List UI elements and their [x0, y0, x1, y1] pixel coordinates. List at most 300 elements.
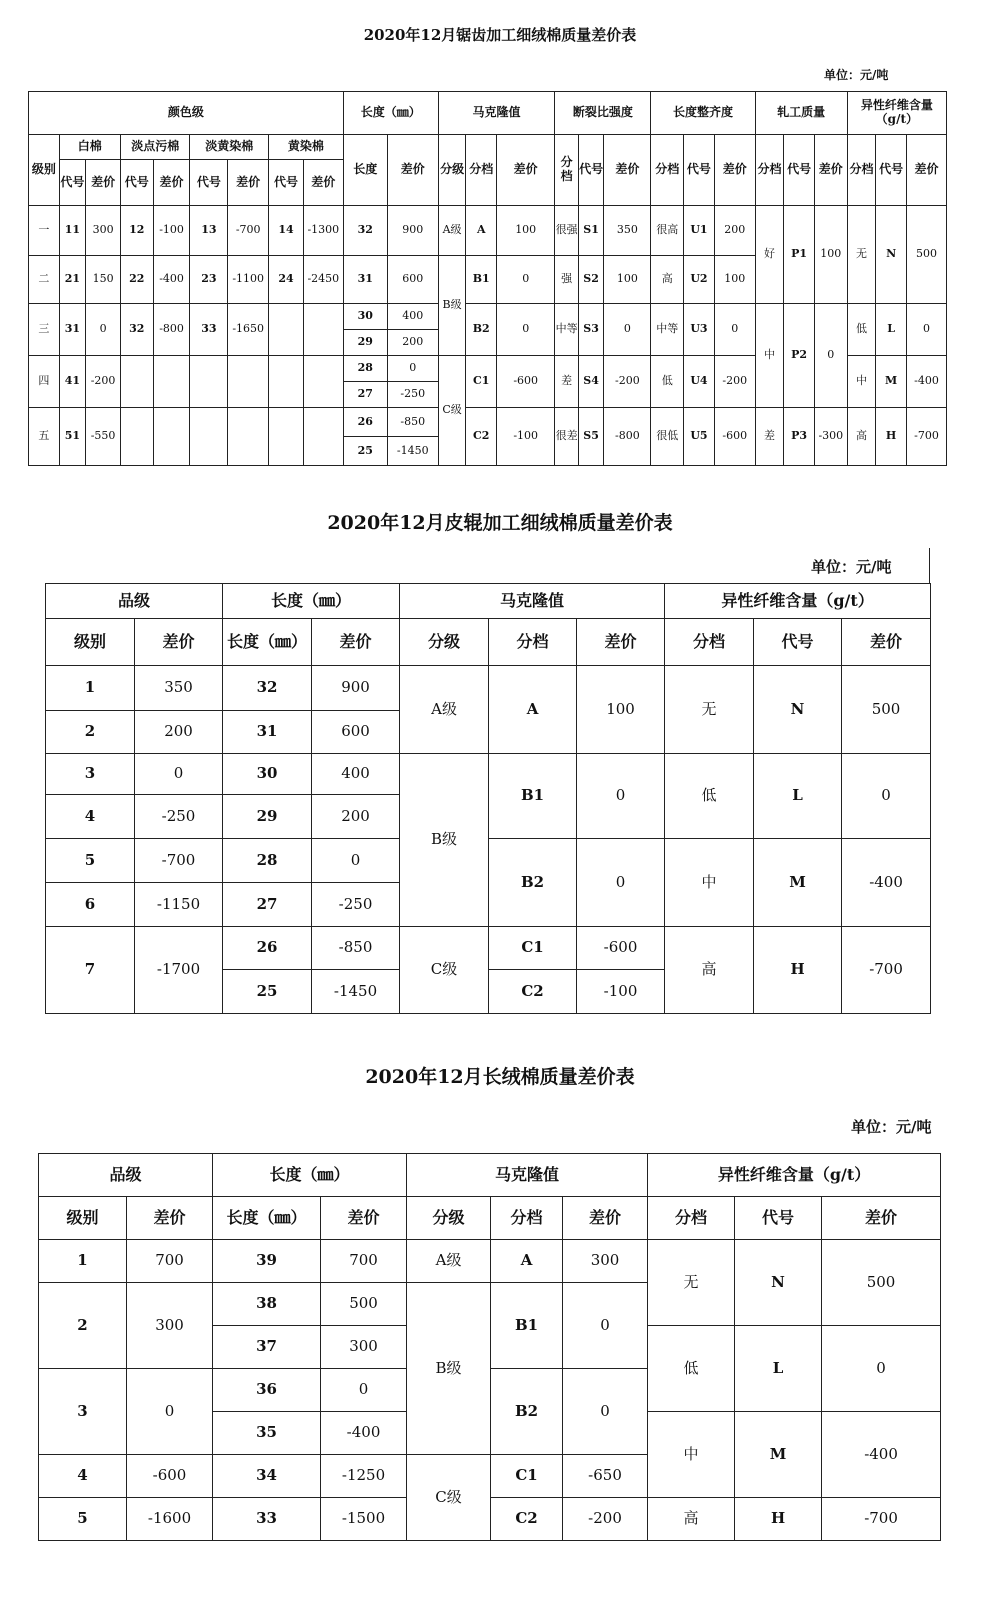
t2-for-code: H	[754, 927, 842, 1014]
t2-grade-diff: -1700	[135, 927, 223, 1014]
t3-len-value: 36	[213, 1369, 321, 1412]
t2-h-mic-gear: 分档	[489, 619, 577, 666]
t1-h-uniform: 长度整齐度	[651, 92, 755, 135]
t1-h-gin-code: 代号	[784, 135, 815, 206]
t3-grade-diff: 700	[127, 1240, 213, 1283]
t1-h-white-code: 代号	[59, 160, 86, 206]
t1-mic-class: A级	[438, 206, 466, 256]
t1-yellow-code: 14	[269, 206, 304, 256]
t1-grade-cell: 五	[29, 408, 60, 466]
t1-white-diff: 150	[86, 256, 121, 304]
t2-h-mic-diff: 差价	[577, 619, 665, 666]
t2-h-grade-diff: 差价	[135, 619, 223, 666]
t3-unit: 单位：元/吨	[851, 1118, 932, 1136]
t3-for-diff: 0	[822, 1326, 941, 1412]
t1-spotted-code	[120, 408, 153, 466]
t3-h-grade: 品级	[39, 1154, 213, 1197]
t1-h-foreign: 异性纤维含量（g/t）	[847, 92, 946, 135]
t1-h-yellow: 黄染棉	[269, 135, 344, 160]
t1-len-diff: -1450	[387, 437, 438, 466]
t1-grade-cell: 一	[29, 206, 60, 256]
t1-gin-code: P3	[784, 408, 815, 466]
t1-grade-cell: 二	[29, 256, 60, 304]
t1-spotted-code: 22	[120, 256, 153, 304]
t1-white-code: 21	[59, 256, 86, 304]
t2-title: 2020年12月皮辊加工细绒棉质量差价表	[327, 512, 673, 534]
t3-for-code: M	[735, 1412, 822, 1498]
t1-uni-diff: 100	[714, 256, 755, 304]
t2-grade-diff: 200	[135, 711, 223, 754]
t1-uni-diff: 0	[714, 304, 755, 356]
t1-mic-diff: 100	[497, 206, 555, 256]
t2-len-value: 30	[223, 754, 312, 795]
t1-grade-cell: 三	[29, 304, 60, 356]
t2-grade-level: 7	[46, 927, 135, 1014]
t3-for-gear: 低	[648, 1326, 735, 1412]
t2-len-value: 26	[223, 927, 312, 970]
t3-mic-class: C级	[407, 1455, 491, 1541]
t3-mic-gear: A	[491, 1240, 563, 1283]
t2-for-gear: 无	[665, 666, 754, 754]
t2-h-length: 长度（㎜）	[223, 584, 400, 619]
t2-mic-gear: C1	[489, 927, 577, 970]
t1-str-code: S3	[578, 304, 604, 356]
t1-h-mic-gear: 分档	[466, 135, 497, 206]
t2-len-value: 27	[223, 883, 312, 927]
t2-mic-diff: 100	[577, 666, 665, 754]
t1-gin-code: P1	[784, 206, 815, 304]
t1-spotted-diff: -400	[153, 256, 190, 304]
t1-white-diff: 0	[86, 304, 121, 356]
t1-h-yellow-code: 代号	[269, 160, 304, 206]
t1-for-gear: 无	[847, 206, 876, 304]
t2-grade-diff: -700	[135, 839, 223, 883]
t2-len-diff: 400	[312, 754, 400, 795]
t3-len-diff: 500	[321, 1283, 407, 1326]
t2-for-code: L	[754, 754, 842, 839]
t1-gin-diff: 100	[814, 206, 847, 304]
t1-h-spotted-code: 代号	[120, 160, 153, 206]
t3-mic-class: A级	[407, 1240, 491, 1283]
t2-len-diff: -850	[312, 927, 400, 970]
t1-ltyellow-diff: -700	[228, 206, 269, 256]
t1-str-diff: -800	[604, 408, 651, 466]
t1-str-gear: 中等	[555, 304, 579, 356]
t1-h-spotted: 淡点污棉	[120, 135, 189, 160]
t1-uni-diff: -200	[714, 356, 755, 408]
t3-grade-diff: -600	[127, 1455, 213, 1498]
t1-str-code: S5	[578, 408, 604, 466]
t1-mic-diff: -100	[497, 408, 555, 466]
t1-h-uni-code: 代号	[684, 135, 715, 206]
t2-h-grade: 品级	[46, 584, 223, 619]
t1-yellow-code	[269, 408, 304, 466]
t1-h-len: 长度	[343, 135, 387, 206]
t1-yellow-code	[269, 304, 304, 356]
t1-spotted-diff	[153, 356, 190, 408]
t1-ltyellow-diff	[228, 408, 269, 466]
t2-unit: 单位：元/吨	[811, 558, 892, 576]
t1-gin-diff: -300	[814, 408, 847, 466]
t1-grade-cell: 四	[29, 356, 60, 408]
t2-mic-diff: -600	[577, 927, 665, 970]
t2-grade-level: 3	[46, 754, 135, 795]
t2-len-diff: -250	[312, 883, 400, 927]
t3-h-mic-diff: 差价	[563, 1197, 648, 1240]
t1-len-value: 31	[343, 256, 387, 304]
t1-h-white-diff: 差价	[86, 160, 121, 206]
t3-h-level: 级别	[39, 1197, 127, 1240]
t2-table	[45, 583, 931, 1014]
t1-len-value: 26	[343, 408, 387, 437]
t3-grade-level: 2	[39, 1283, 127, 1369]
t2-grade-diff: 0	[135, 754, 223, 795]
t3-h-mic-class: 分级	[407, 1197, 491, 1240]
t2-for-gear: 高	[665, 927, 754, 1014]
t1-uni-code: U2	[684, 256, 715, 304]
t3-len-diff: -1500	[321, 1498, 407, 1541]
t2-mic-class: B级	[400, 754, 489, 927]
t1-h-gin-gear: 分档	[755, 135, 784, 206]
t3-mic-diff: 0	[563, 1283, 648, 1369]
t1-uni-gear: 很高	[651, 206, 684, 256]
t1-str-diff: 0	[604, 304, 651, 356]
t1-h-for-gear: 分档	[847, 135, 876, 206]
t3-len-diff: 300	[321, 1326, 407, 1369]
t3-for-gear: 中	[648, 1412, 735, 1498]
t2-len-diff: 600	[312, 711, 400, 754]
t3-mic-gear: C2	[491, 1498, 563, 1541]
t1-for-gear: 低	[847, 304, 876, 356]
t2-h-mic-class: 分级	[400, 619, 489, 666]
t3-grade-level: 4	[39, 1455, 127, 1498]
t2-grade-level: 4	[46, 795, 135, 839]
t2-for-code: M	[754, 839, 842, 927]
t1-len-diff: 0	[387, 356, 438, 382]
t3-for-gear: 无	[648, 1240, 735, 1326]
t1-ltyellow-code: 13	[190, 206, 228, 256]
t2-len-value: 25	[223, 970, 312, 1014]
t2-len-value: 29	[223, 795, 312, 839]
t1-unit: 单位：元/吨	[824, 68, 889, 82]
t1-h-for-code: 代号	[876, 135, 907, 206]
t1-str-diff: 100	[604, 256, 651, 304]
t1-for-code: H	[876, 408, 907, 466]
t3-h-len: 长度（㎜）	[213, 1197, 321, 1240]
t1-gin-diff: 0	[814, 304, 847, 408]
t1-uni-code: U1	[684, 206, 715, 256]
t2-grade-level: 6	[46, 883, 135, 927]
t2-for-diff: -700	[842, 927, 931, 1014]
t1-yellow-code	[269, 356, 304, 408]
t2-for-gear: 中	[665, 839, 754, 927]
t2-h-for-code: 代号	[754, 619, 842, 666]
t1-len-diff: 400	[387, 304, 438, 330]
t1-str-gear: 很强	[555, 206, 579, 256]
t2-for-diff: 0	[842, 754, 931, 839]
t1-str-diff: -200	[604, 356, 651, 408]
t1-h-str-code: 代号	[578, 135, 604, 206]
t1-white-code: 31	[59, 304, 86, 356]
t3-for-code: L	[735, 1326, 822, 1412]
t1-len-diff: -250	[387, 382, 438, 408]
t1-yellow-diff: -1300	[303, 206, 343, 256]
t3-len-value: 38	[213, 1283, 321, 1326]
t1-str-diff: 350	[604, 206, 651, 256]
t3-table	[38, 1153, 941, 1541]
t1-gin-gear: 中	[755, 304, 784, 408]
t1-yellow-diff	[303, 356, 343, 408]
t1-table	[28, 91, 947, 466]
t3-h-len-diff: 差价	[321, 1197, 407, 1240]
t1-white-diff: -550	[86, 408, 121, 466]
t1-ltyellow-diff: -1100	[228, 256, 269, 304]
t1-len-diff: 200	[387, 330, 438, 356]
t3-len-value: 33	[213, 1498, 321, 1541]
t1-spotted-code: 32	[120, 304, 153, 356]
t1-str-gear: 强	[555, 256, 579, 304]
t2-len-diff: 0	[312, 839, 400, 883]
t2-len-value: 32	[223, 666, 312, 711]
t3-h-foreign: 异性纤维含量（g/t）	[648, 1154, 941, 1197]
t3-mic-diff: 0	[563, 1369, 648, 1455]
t1-ltyellow-code: 33	[190, 304, 228, 356]
t2-mic-gear: A	[489, 666, 577, 754]
t1-h-ginning: 轧工质量	[755, 92, 847, 135]
t1-for-gear: 中	[847, 356, 876, 408]
t1-len-value: 28	[343, 356, 387, 382]
t1-h-mic-class: 分级	[438, 135, 466, 206]
t1-spotted-code: 12	[120, 206, 153, 256]
t1-mic-gear: C2	[466, 408, 497, 466]
t3-for-code: N	[735, 1240, 822, 1326]
t3-len-value: 35	[213, 1412, 321, 1455]
t2-mic-gear: B2	[489, 839, 577, 927]
t3-mic-gear: B1	[491, 1283, 563, 1369]
t1-str-gear: 很差	[555, 408, 579, 466]
t1-h-color: 颜色级	[29, 92, 344, 135]
t3-grade-level: 1	[39, 1240, 127, 1283]
t1-mic-class: B级	[438, 256, 466, 356]
t1-for-diff: -700	[906, 408, 946, 466]
t1-uni-diff: -600	[714, 408, 755, 466]
t1-mic-diff: 0	[497, 304, 555, 356]
t2-h-for-diff: 差价	[842, 619, 931, 666]
t3-h-length: 长度（㎜）	[213, 1154, 407, 1197]
t3-len-value: 34	[213, 1455, 321, 1498]
t1-uni-gear: 低	[651, 356, 684, 408]
t2-grade-level: 2	[46, 711, 135, 754]
t3-h-for-code: 代号	[735, 1197, 822, 1240]
t2-mic-class: A级	[400, 666, 489, 754]
t3-grade-level: 3	[39, 1369, 127, 1455]
t3-title: 2020年12月长绒棉质量差价表	[365, 1066, 635, 1088]
t3-h-for-diff: 差价	[822, 1197, 941, 1240]
t1-yellow-code: 24	[269, 256, 304, 304]
t3-len-diff: -1250	[321, 1455, 407, 1498]
t2-len-diff: 900	[312, 666, 400, 711]
t1-uni-gear: 中等	[651, 304, 684, 356]
t2-h-len: 长度（㎜）	[223, 619, 312, 666]
t1-len-diff: 900	[387, 206, 438, 256]
t1-h-len-diff: 差价	[387, 135, 438, 206]
t2-mic-gear: C2	[489, 970, 577, 1014]
t1-gin-gear: 差	[755, 408, 784, 466]
t1-h-uni-diff: 差价	[714, 135, 755, 206]
t3-grade-diff: 0	[127, 1369, 213, 1455]
t1-mic-gear: A	[466, 206, 497, 256]
t1-for-diff: -400	[906, 356, 946, 408]
t1-gin-gear: 好	[755, 206, 784, 304]
t1-mic-class: C级	[438, 356, 466, 466]
t3-for-code: H	[735, 1498, 822, 1541]
t2-grade-diff: 350	[135, 666, 223, 711]
t1-white-code: 11	[59, 206, 86, 256]
t1-for-code: M	[876, 356, 907, 408]
t2-mic-class: C级	[400, 927, 489, 1014]
t2-h-foreign: 异性纤维含量（g/t）	[665, 584, 931, 619]
t2-h-len-diff: 差价	[312, 619, 400, 666]
t3-len-value: 39	[213, 1240, 321, 1283]
t2-h-mic: 马克隆值	[400, 584, 665, 619]
t1-ltyellow-diff: -1650	[228, 304, 269, 356]
t2-len-diff: -1450	[312, 970, 400, 1014]
t1-white-code: 51	[59, 408, 86, 466]
t1-h-ltyellow-diff: 差价	[228, 160, 269, 206]
t1-spotted-diff: -100	[153, 206, 190, 256]
t3-len-value: 37	[213, 1326, 321, 1369]
t2-grade-diff: -1150	[135, 883, 223, 927]
t1-str-code: S4	[578, 356, 604, 408]
t1-h-length: 长度（㎜）	[343, 92, 438, 135]
t1-uni-gear: 高	[651, 256, 684, 304]
t3-h-mic: 马克隆值	[407, 1154, 648, 1197]
t1-str-gear: 差	[555, 356, 579, 408]
t2-len-value: 28	[223, 839, 312, 883]
t2-grade-level: 1	[46, 666, 135, 711]
t1-h-strength: 断裂比强度	[555, 92, 651, 135]
t1-mic-diff: -600	[497, 356, 555, 408]
t2-h-level: 级别	[46, 619, 135, 666]
t2-mic-diff: 0	[577, 839, 665, 927]
t1-h-yellow-diff: 差价	[303, 160, 343, 206]
t1-len-value: 30	[343, 304, 387, 330]
t2-for-diff: 500	[842, 666, 931, 754]
t1-for-diff: 0	[906, 304, 946, 356]
t3-mic-gear: B2	[491, 1369, 563, 1455]
t1-len-value: 32	[343, 206, 387, 256]
t1-gin-code: P2	[784, 304, 815, 408]
t1-str-code: S2	[578, 256, 604, 304]
t2-for-diff: -400	[842, 839, 931, 927]
t1-mic-gear: B2	[466, 304, 497, 356]
t1-title: 2020年12月锯齿加工细绒棉质量差价表	[363, 26, 637, 44]
t1-h-ltyellow: 淡黄染棉	[190, 135, 269, 160]
t2-len-diff: 200	[312, 795, 400, 839]
t1-yellow-diff: -2450	[303, 256, 343, 304]
t1-for-diff: 500	[906, 206, 946, 304]
t3-mic-gear: C1	[491, 1455, 563, 1498]
t1-yellow-diff	[303, 304, 343, 356]
t2-for-gear: 低	[665, 754, 754, 839]
t1-uni-gear: 很低	[651, 408, 684, 466]
t3-mic-diff: -650	[563, 1455, 648, 1498]
t3-for-diff: -400	[822, 1412, 941, 1498]
t1-h-uni-gear: 分档	[651, 135, 684, 206]
t3-grade-level: 5	[39, 1498, 127, 1541]
t1-for-code: N	[876, 206, 907, 304]
t1-len-diff: -850	[387, 408, 438, 437]
t1-h-ltyellow-code: 代号	[190, 160, 228, 206]
t1-len-value: 27	[343, 382, 387, 408]
t1-yellow-diff	[303, 408, 343, 466]
t1-uni-code: U4	[684, 356, 715, 408]
t1-uni-code: U5	[684, 408, 715, 466]
t2-mic-diff: 0	[577, 754, 665, 839]
t1-h-mic: 马克隆值	[438, 92, 555, 135]
t2-for-code: N	[754, 666, 842, 754]
t1-len-diff: 600	[387, 256, 438, 304]
t3-mic-diff: 300	[563, 1240, 648, 1283]
t1-h-mic-diff: 差价	[497, 135, 555, 206]
t3-grade-diff: 300	[127, 1283, 213, 1369]
t1-spotted-diff	[153, 408, 190, 466]
t1-mic-diff: 0	[497, 256, 555, 304]
t3-grade-diff: -1600	[127, 1498, 213, 1541]
t3-for-diff: 500	[822, 1240, 941, 1326]
t1-uni-diff: 200	[714, 206, 755, 256]
t2-h-for-gear: 分档	[665, 619, 754, 666]
t1-h-str-gear: 分档	[555, 135, 579, 206]
t3-mic-diff: -200	[563, 1498, 648, 1541]
t2-len-value: 31	[223, 711, 312, 754]
t1-ltyellow-code: 23	[190, 256, 228, 304]
t3-for-diff: -700	[822, 1498, 941, 1541]
t1-len-value: 29	[343, 330, 387, 356]
t3-h-for-gear: 分档	[648, 1197, 735, 1240]
t2-mic-gear: B1	[489, 754, 577, 839]
t3-len-diff: 0	[321, 1369, 407, 1412]
t1-str-code: S1	[578, 206, 604, 256]
t2-grade-level: 5	[46, 839, 135, 883]
t1-h-str-diff: 差价	[604, 135, 651, 206]
t1-mic-gear: B1	[466, 256, 497, 304]
t1-white-diff: 300	[86, 206, 121, 256]
t3-len-diff: 700	[321, 1240, 407, 1283]
t2-unit-rule	[929, 548, 930, 584]
t1-len-value: 25	[343, 437, 387, 466]
t3-for-gear: 高	[648, 1498, 735, 1541]
t1-ltyellow-code	[190, 408, 228, 466]
t1-for-gear: 高	[847, 408, 876, 466]
t1-h-white: 白棉	[59, 135, 120, 160]
t1-uni-code: U3	[684, 304, 715, 356]
t2-grade-diff: -250	[135, 795, 223, 839]
t1-spotted-code	[120, 356, 153, 408]
t3-h-mic-gear: 分档	[491, 1197, 563, 1240]
t1-spotted-diff: -800	[153, 304, 190, 356]
t3-len-diff: -400	[321, 1412, 407, 1455]
t3-mic-class: B级	[407, 1283, 491, 1455]
t2-mic-diff: -100	[577, 970, 665, 1014]
t1-white-diff: -200	[86, 356, 121, 408]
t3-h-grade-diff: 差价	[127, 1197, 213, 1240]
t1-white-code: 41	[59, 356, 86, 408]
t1-for-code: L	[876, 304, 907, 356]
t1-h-for-diff: 差价	[906, 135, 946, 206]
t1-h-gin-diff: 差价	[814, 135, 847, 206]
t1-ltyellow-diff	[228, 356, 269, 408]
